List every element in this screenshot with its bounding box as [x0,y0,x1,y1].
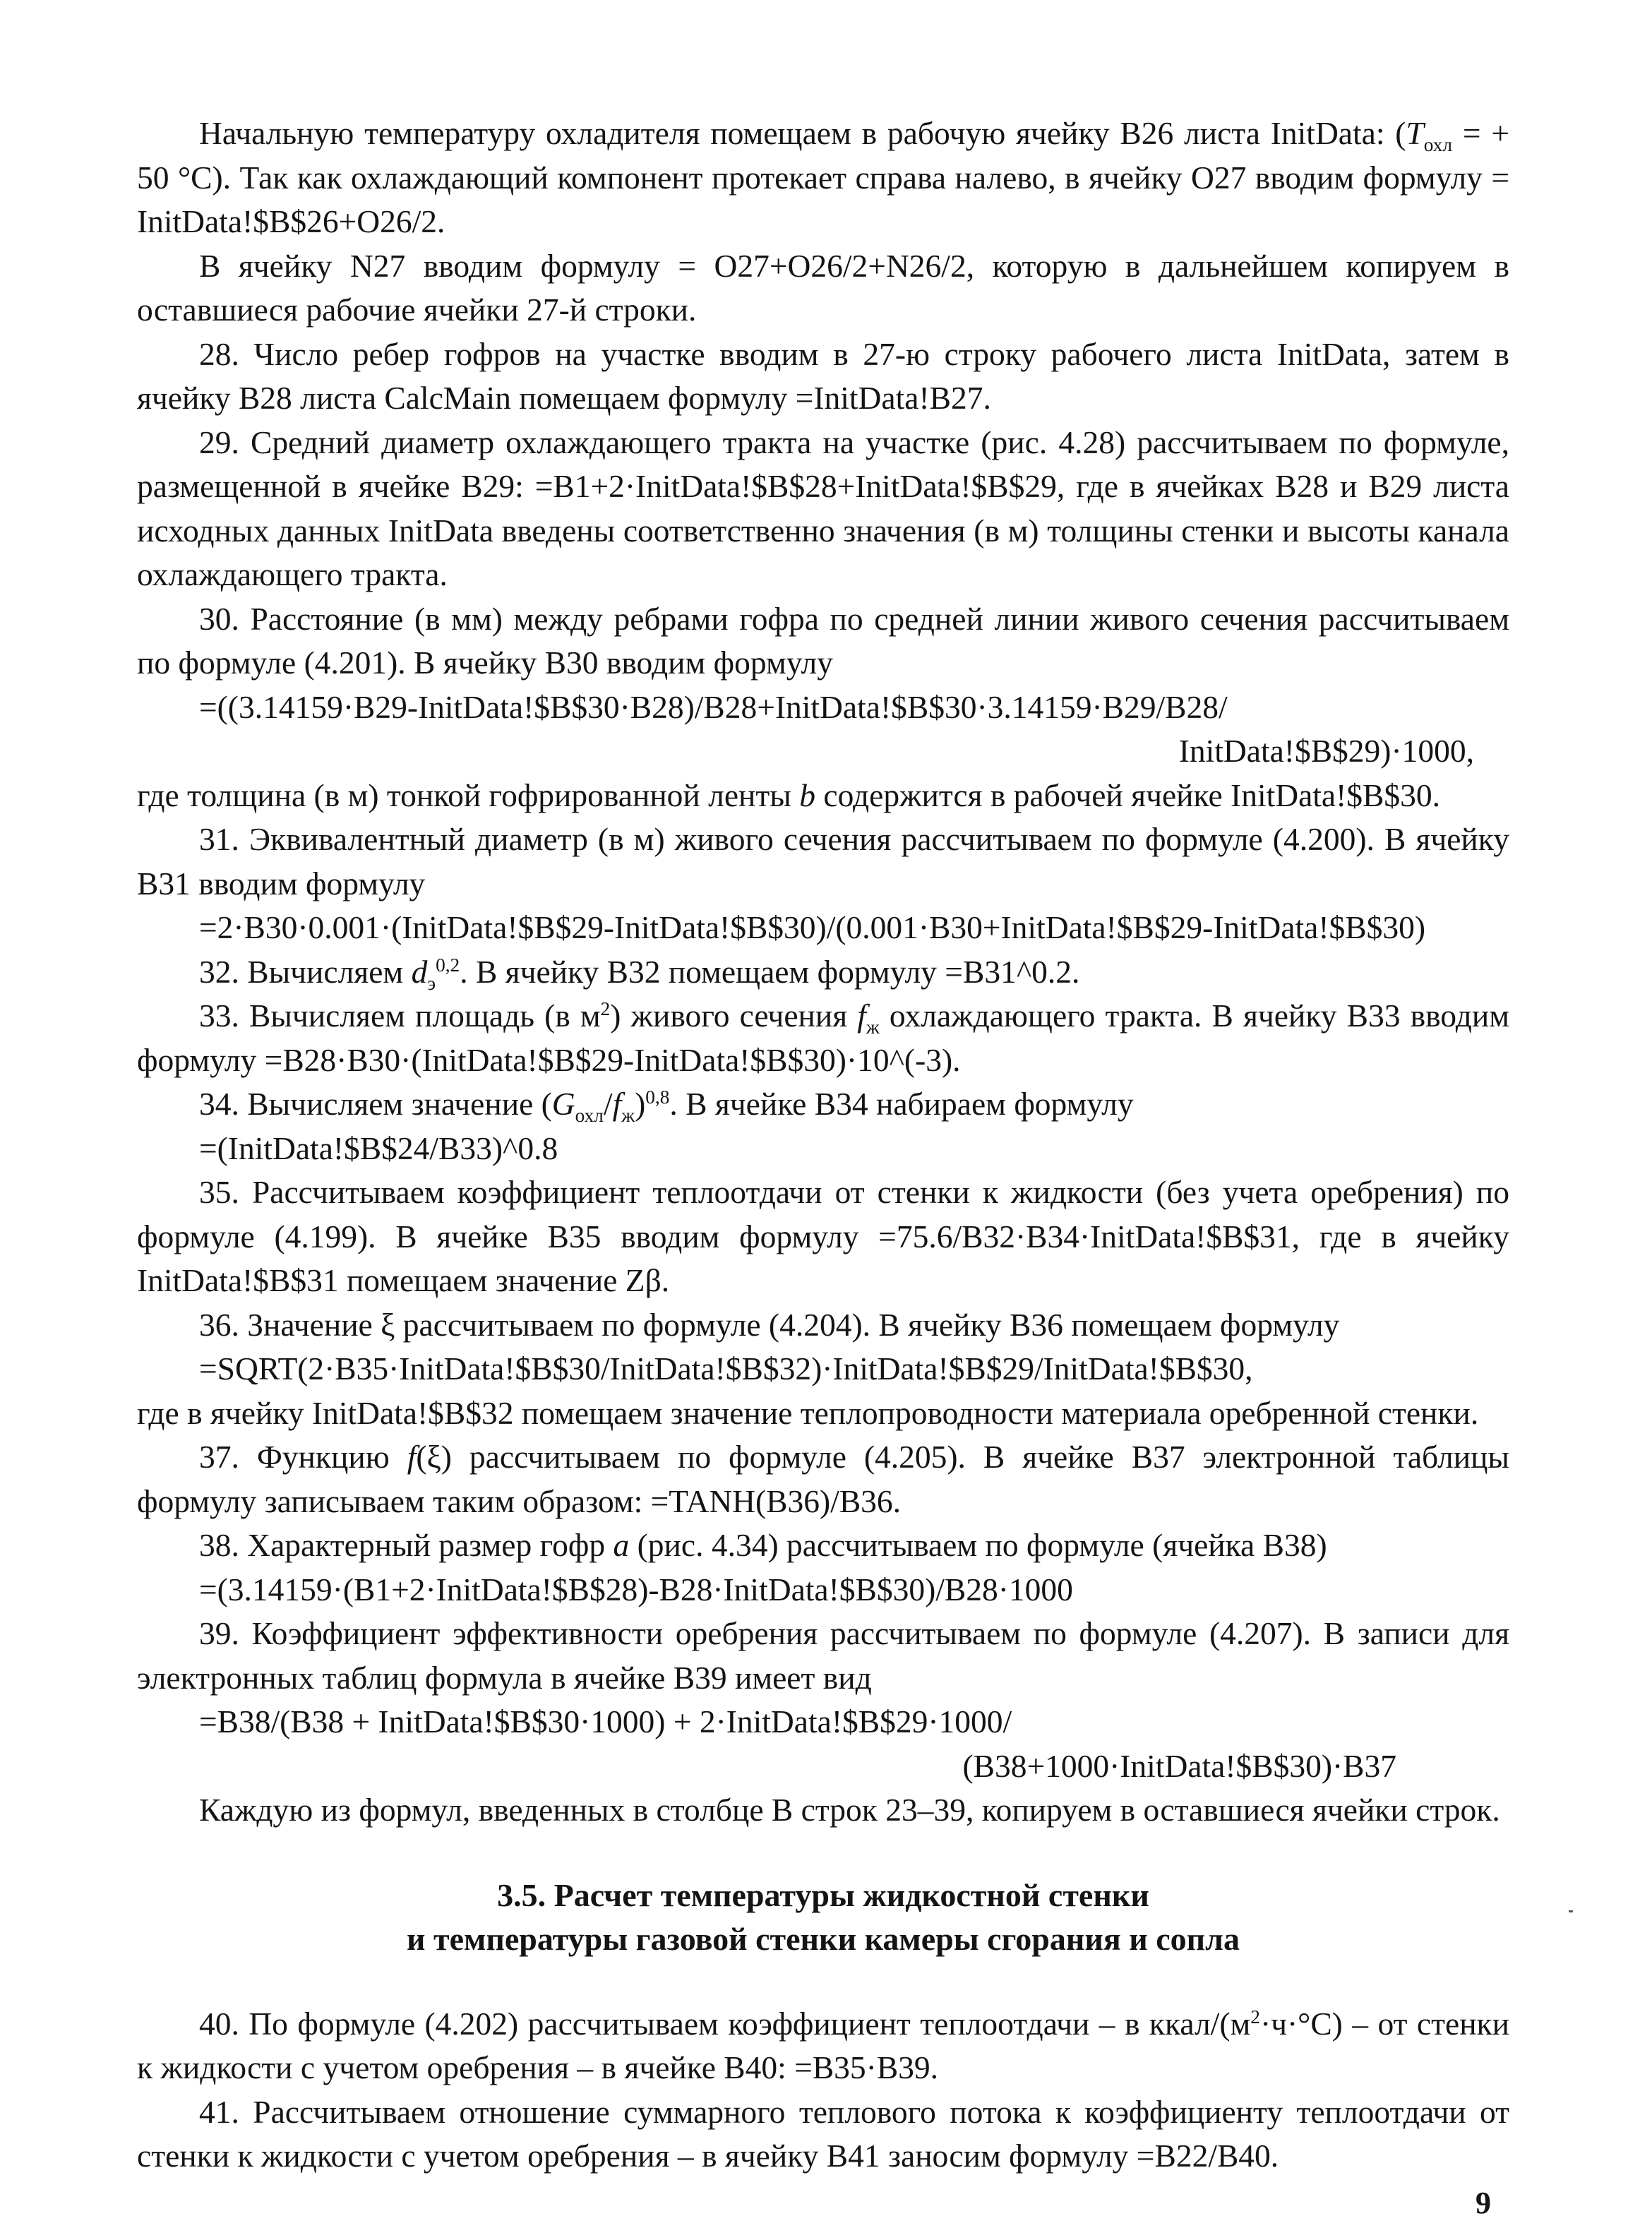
formula-b30-line1: =((3.14159·B29-InitData!$B$30·B28)/B28+InitData!$B$30·3.14159·B29/B28/ [199,688,1228,725]
formula-b36: =SQRT(2·B35·InitData!$B$30/InitData!$B$32)·InitData!$B$29/InitData!$B$30, [199,1350,1253,1386]
paragraph-39: 39. Коэффициент эффективности оребрения рассчитываем по формуле (4.207). В записи для электронных таблиц формула в ячейке B39 имеет вид [137,1615,1509,1696]
paragraph-41: 41. Рассчитываем отношение суммарного теплового потока к коэффициенту теплоотдачи от стенки к жидкости с учетом оребрения – в ячейку B41 заносим формулу =B22/B40. [137,2093,1509,2174]
paragraph-32: 32. Вычисляем $d_э^{0,2}$. В ячейку B32 помещаем формулу =B31^0.2. [199,953,1080,994]
formula-b30-line2: InitData!$B$29)·1000, [1178,733,1474,769]
paragraph-30-note: где толщина (в м) тонкой гофрированной ленты b содержится в рабочей ячейке InitData!$B$30. [137,777,1441,813]
page-number: 9 [1476,2186,1491,2220]
paragraph-37: 37. Функцию f(ξ) рассчитываем по формуле (4.205). В ячейке B37 электронной таблицы формулу записываем таким образом: =TANH(B36)/B36. [137,1439,1510,1519]
paragraph-36-note: где в ячейку InitData!$B$32 помещаем значение теплопроводности материала оребренной стенки. [137,1394,1479,1431]
paragraph-29: 29. Средний диаметр охлаждающего тракта на участке (рис. 4.28) рассчитываем по формуле, размещенной в ячейке B29: =B1+2·InitData!$B$28+InitData!$B$29, где в ячейках B28 и B29 листа исходных данных InitData введены соответственно значения (в м) толщины стенки и высоты канала охлаждающего тракта. [137,424,1509,592]
formula-b39-line2: (B38+1000·InitData!$B$30)·B37 [962,1747,1396,1784]
paragraph-34: 34. Вычисляем значение $(G_{охл}/f_ж)^{0,8}$. В ячейке B34 набираем формулу [199,1086,1134,1127]
formula-b34: =(InitData!$B$24/B33)^0.8 [199,1130,558,1166]
paragraph-copy-formulas: Каждую из формул, введенных в столбце B строк 23–39, копируем в оставшиеся ячейки строк. [199,1792,1500,1828]
paragraph-28: 28. Число ребер гофров на участке вводим в 27-ю строку рабочего листа InitData, затем в ячейку B28 листа CalcMain помещаем формулу =InitData!B27. [137,335,1509,416]
paragraph-30: 30. Расстояние (в мм) между ребрами гофра по средней линии живого сечения рассчитываем по формуле (4.201). В ячейку B30 вводим формулу [137,600,1509,681]
paragraph-38: 38. Характерный размер гофр a (рис. 4.34) рассчитываем по формуле (ячейка B38) [199,1527,1327,1563]
paragraph-40: 40. По формуле (4.202) рассчитываем коэффициент теплоотдачи – в ккал/$(м^2\cdot ч\cdot^\circ С)$ – от стенки к жидкости с учетом оребрения – в ячейке B40: =B35·B39. [137,2005,1509,2085]
formula-b39-line1: =B38/(B38 + InitData!$B$30·1000) + 2·InitData!$B$29·1000/ [199,1703,1012,1739]
section-heading-line1: 3.5. Расчет температуры жидкостной стенки [497,1876,1149,1913]
paragraph-n27-formula: В ячейку N27 вводим формулу = O27+O26/2+N26/2, которую в дальнейшем копируем в оставшиеся рабочие ячейки 27-й строки. [137,247,1509,328]
formula-b38: =(3.14159·(B1+2·InitData!$B$28)-B28·InitData!$B$30)/B28·1000 [199,1571,1073,1607]
paragraph-35: 35. Рассчитываем коэффициент теплоотдачи от стенки к жидкости (без учета оребрения) по формуле (4.199). В ячейке B35 вводим формулу =75.6/B32·B34·InitData!$B$31, где в ячейку InitData!$B$31 помещаем значение Zβ. [137,1174,1509,1298]
section-heading-line2: и температуры газовой стенки камеры сгорания и сопла [406,1920,1240,1957]
formula-b31: =2·B30·0.001·(InitData!$B$29-InitData!$B$30)/(0.001·B30+InitData!$B$29-InitData!$B$30) [199,909,1425,945]
paragraph-33: 33. Вычисляем площадь (в $м^2$) живого сечения $f_ж$ охлаждающего тракта. В ячейку B33 вводим формулу =B28·B30·(InitData!$B$29-InitData!$B$30)·10^(-3). [137,998,1509,1078]
scan-speck [1569,1910,1573,1912]
paragraph-36: 36. Значение ξ рассчитываем по формуле (4.204). В ячейку B36 помещаем формулу [199,1306,1340,1343]
paragraph-31: 31. Эквивалентный диаметр (в м) живого сечения рассчитываем по формуле (4.200). В ячейку B31 вводим формулу [137,821,1509,902]
paragraph-initial-temperature: Начальную температуру охладителя помещаем в рабочую ячейку B26 листа InitData: ($T_{охл}$ = + 50 °С). Так как охлаждающий компонент протекает справа налево, в ячейку O27 вводим формулу = InitData!$B$26+O26/2. [137,115,1509,239]
page-body [137,112,1509,2179]
